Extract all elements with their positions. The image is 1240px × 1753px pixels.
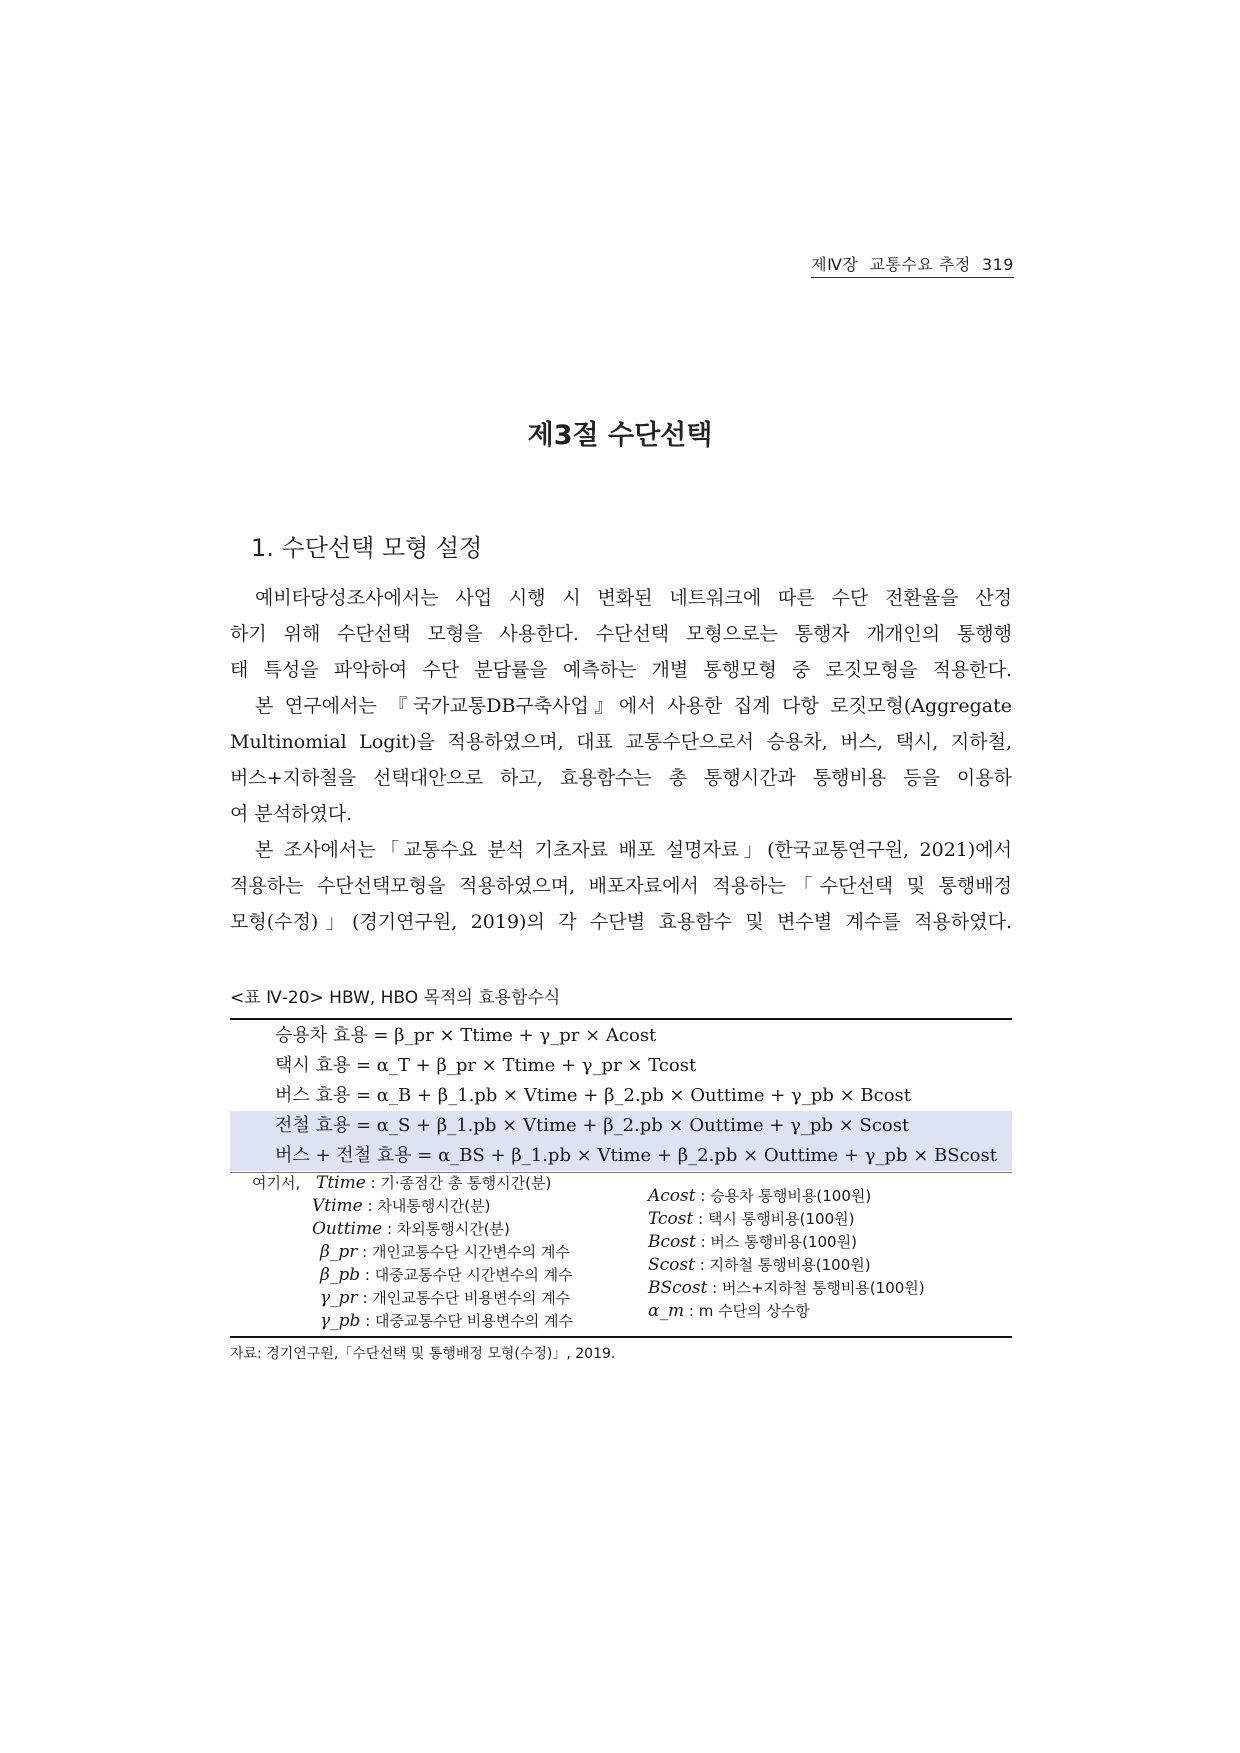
- definition-beta-pb: β_pb : 대중교통수단 시간변수의 계수: [320, 1265, 573, 1285]
- definition-desc: m 수단의 상수항: [698, 1302, 810, 1320]
- definition-acost: Acost : 승용차 통행비용(100원): [648, 1186, 872, 1206]
- definition-desc: 대중교통수단 시간변수의 계수: [374, 1266, 573, 1284]
- definition-desc: 개인교통수단 시간변수의 계수: [371, 1243, 570, 1261]
- definition-symbol: Bcost: [648, 1232, 696, 1252]
- definition-symbol: Tcost: [648, 1209, 694, 1229]
- definition-vtime: Vtime : 차내통행시간(분): [312, 1196, 491, 1216]
- equation-row-bus-subway: [230, 1141, 1012, 1171]
- definition-desc: 택시 통행비용(100원): [707, 1210, 855, 1228]
- paragraph-line: 모형(수정)」(경기연구원, 2019)의 각 수단별 효용함수 및 변수별 계수를 적용하였다.: [230, 911, 1012, 933]
- equation-row-car: [230, 1021, 1012, 1051]
- table-caption: <표 Ⅳ-20> HBW, HBO 목적의 효용함수식: [230, 988, 561, 1008]
- paragraph-line: 본 조사에서는「교통수요 분석 기초자료 배포 설명자료」(한국교통연구원, 2021)에서: [255, 839, 1012, 861]
- definition-tcost: Tcost : 택시 통행비용(100원): [648, 1209, 855, 1229]
- definition-bcost: Bcost : 버스 통행비용(100원): [648, 1232, 857, 1252]
- definition-alpha-m: α_m : m 수단의 상수항: [648, 1301, 810, 1321]
- paragraph-line: 본 연구에서는 『국가교통DB구축사업』에서 사용한 집계 다항 로짓모형(Aggregate: [255, 695, 1012, 717]
- definition-gamma-pb: γ_pb : 대중교통수단 비용변수의 계수: [320, 1311, 573, 1331]
- equation-row-bus: [230, 1081, 1012, 1111]
- paragraph-line: 버스+지하철을 선택대안으로 하고, 효용함수는 총 통행시간과 통행비용 등을 이용하: [230, 767, 1012, 789]
- definition-symbol: BScost: [648, 1278, 708, 1298]
- equation-text: 승용차 효용 = β_pr × Ttime + γ_pr × Acost: [275, 1025, 657, 1046]
- paragraph-2: [230, 688, 1012, 832]
- definition-symbol: Acost: [648, 1186, 696, 1206]
- equation-text: 버스 효용 = α_B + β_1.pb × Vtime + β_2.pb × Outtime + γ_pb × Bcost: [275, 1085, 912, 1106]
- definition-symbol: Vtime: [312, 1196, 363, 1216]
- paragraph-line: 예비타당성조사에서는 사업 시행 시 변화된 네트워크에 따른 수단 전환율을 산정: [255, 587, 1012, 609]
- definition-bscost: BScost : 버스+지하철 통행비용(100원): [648, 1278, 925, 1298]
- definition-symbol: α_m: [648, 1301, 685, 1321]
- paragraph-3: [230, 832, 1012, 940]
- paragraph-line: 적용하는 수단선택모형을 적용하였으며, 배포자료에서 적용하는「수단선택 및 통행배정: [230, 875, 1012, 897]
- definition-desc: 차외통행시간(분): [396, 1220, 510, 1238]
- source-note: 자료: 경기연구원,「수단선택 및 통행배정 모형(수정)」, 2019.: [230, 1346, 616, 1362]
- definition-desc: 버스 통행비용(100원): [710, 1233, 857, 1251]
- equation-text: 택시 효용 = α_T + β_pr × Ttime + γ_pr × Tcost: [275, 1055, 697, 1076]
- definition-symbol: Ttime: [316, 1173, 366, 1193]
- definition-symbol: Scost: [648, 1255, 695, 1275]
- equation-row-taxi: [230, 1051, 1012, 1081]
- paragraph-line: 여 분석하였다.: [230, 803, 353, 825]
- definition-desc: 차내통행시간(분): [377, 1197, 491, 1215]
- section-title: 제3절 수단선택: [527, 420, 713, 451]
- definition-gamma-pr: γ_pr : 개인교통수단 비용변수의 계수: [320, 1288, 571, 1308]
- definition-desc: 지하철 통행비용(100원): [709, 1256, 871, 1274]
- where-label: 여기서,: [252, 1174, 301, 1192]
- paragraph-1: [230, 580, 1012, 688]
- running-header: 제Ⅳ장 교통수요 추정 319: [811, 252, 1014, 278]
- definition-desc: 대중교통수단 비용변수의 계수: [375, 1312, 573, 1330]
- definition-desc: 승용차 통행비용(100원): [710, 1187, 872, 1205]
- paragraph-line: 태 특성을 파악하여 수단 분담률을 예측하는 개별 통행모형 중 로짓모형을 적용한다.: [230, 659, 1012, 681]
- definition-symbol: Outtime: [312, 1219, 383, 1239]
- paragraph-line: Multinomial Logit)을 적용하였으며, 대표 교통수단으로서 승용차, 버스, 택시, 지하철,: [230, 731, 1012, 753]
- definition-scost: Scost : 지하철 통행비용(100원): [648, 1255, 871, 1275]
- definition-desc: 버스+지하철 통행비용(100원): [722, 1279, 925, 1297]
- definition-desc: 개인교통수단 비용변수의 계수: [372, 1289, 571, 1307]
- definition-ttime: Ttime : 기·종점간 총 통행시간(분): [316, 1173, 552, 1193]
- equation-text: 버스 + 전철 효용 = α_BS + β_1.pb × Vtime + β_2.pb × Outtime + γ_pb × BScost: [275, 1145, 997, 1166]
- paragraph-line: 하기 위해 수단선택 모형을 사용한다. 수단선택 모형으로는 통행자 개개인의 통행행: [230, 623, 1012, 645]
- definition-symbol: β_pb: [320, 1265, 361, 1285]
- definition-symbol: γ_pb: [320, 1311, 361, 1331]
- definition-symbol: γ_pr: [320, 1288, 358, 1308]
- equation-row-subway: [230, 1111, 1012, 1141]
- definition-desc: 기·종점간 총 통행시간(분): [380, 1174, 552, 1192]
- definition-symbol: β_pr: [320, 1242, 358, 1262]
- subsection-title: 1. 수단선택 모형 설정: [251, 534, 483, 562]
- equation-text: 전철 효용 = α_S + β_1.pb × Vtime + β_2.pb × Outtime + γ_pb × Scost: [275, 1115, 910, 1136]
- table-top-rule: [230, 1018, 1012, 1020]
- table-bottom-rule: [230, 1336, 1012, 1338]
- definition-beta-pr: β_pr : 개인교통수단 시간변수의 계수: [320, 1242, 570, 1262]
- definition-outtime: Outtime : 차외통행시간(분): [312, 1219, 510, 1239]
